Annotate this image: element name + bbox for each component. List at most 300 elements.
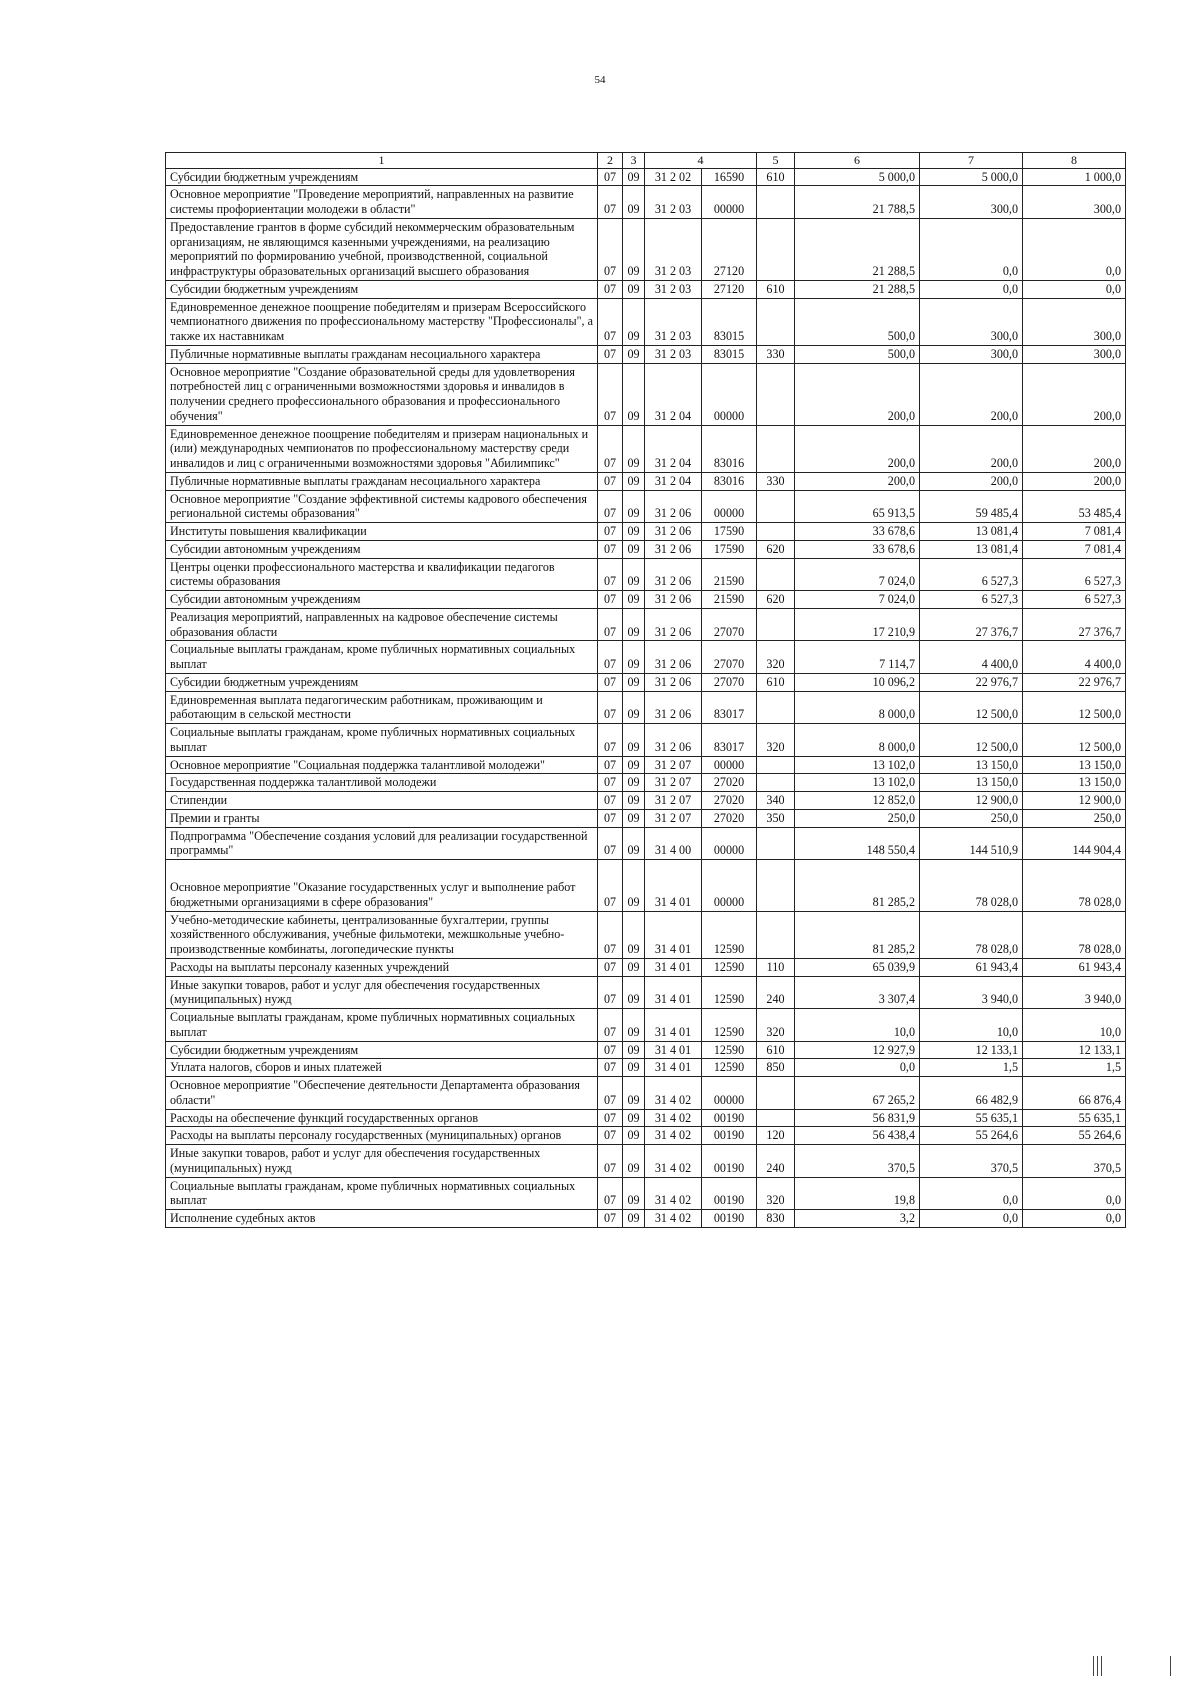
table-row — [166, 523, 1126, 541]
row-expense-type-cell: 620 — [757, 540, 795, 558]
row-expense-type-cell — [757, 756, 795, 774]
row-expense-type-cell: 610 — [757, 280, 795, 298]
row-amount-col6-cell: 500,0 — [795, 298, 920, 345]
row-name-cell: Публичные нормативные выплаты гражданам несоциального характера — [166, 345, 598, 363]
row-amount-col7-cell: 61 943,4 — [920, 958, 1023, 976]
row-section-cell: 07 — [598, 558, 623, 591]
row-amount-col8-cell: 300,0 — [1023, 186, 1126, 219]
row-expense-type-cell — [757, 363, 795, 425]
row-section-cell: 07 — [598, 1177, 623, 1210]
table-row — [166, 641, 1126, 674]
row-expense-type-cell: 610 — [757, 673, 795, 691]
row-program-suffix-cell: 21590 — [702, 558, 757, 591]
row-subsection-cell: 09 — [623, 792, 645, 810]
row-program-suffix-cell: 12590 — [702, 1041, 757, 1059]
row-amount-col6-cell: 8 000,0 — [795, 691, 920, 724]
table-row — [166, 673, 1126, 691]
table-row — [166, 540, 1126, 558]
row-program-suffix-cell: 27020 — [702, 809, 757, 827]
row-program-code-cell: 31 2 06 — [645, 540, 702, 558]
row-amount-col8-cell: 0,0 — [1023, 1210, 1126, 1228]
row-amount-col6-cell: 7 024,0 — [795, 558, 920, 591]
row-subsection-cell: 09 — [623, 345, 645, 363]
row-amount-col7-cell: 144 510,9 — [920, 827, 1023, 860]
row-section-cell: 07 — [598, 976, 623, 1009]
row-expense-type-cell: 330 — [757, 472, 795, 490]
row-section-cell: 07 — [598, 490, 623, 523]
row-section-cell: 07 — [598, 774, 623, 792]
row-program-suffix-cell: 00190 — [702, 1127, 757, 1145]
row-amount-col8-cell: 55 264,6 — [1023, 1127, 1126, 1145]
row-amount-col7-cell: 250,0 — [920, 809, 1023, 827]
row-expense-type-cell: 320 — [757, 641, 795, 674]
row-subsection-cell: 09 — [623, 673, 645, 691]
row-amount-col6-cell: 65 913,5 — [795, 490, 920, 523]
row-expense-type-cell — [757, 523, 795, 541]
row-amount-col7-cell: 22 976,7 — [920, 673, 1023, 691]
row-subsection-cell: 09 — [623, 976, 645, 1009]
row-amount-col6-cell: 21 288,5 — [795, 218, 920, 280]
row-expense-type-cell: 110 — [757, 958, 795, 976]
row-expense-type-cell: 620 — [757, 591, 795, 609]
row-expense-type-cell: 610 — [757, 168, 795, 186]
row-expense-type-cell — [757, 186, 795, 219]
row-expense-type-cell: 320 — [757, 1177, 795, 1210]
margin-mark — [1170, 1656, 1171, 1676]
row-amount-col8-cell: 27 376,7 — [1023, 608, 1126, 641]
row-program-suffix-cell: 27070 — [702, 641, 757, 674]
row-amount-col6-cell: 0,0 — [795, 1059, 920, 1077]
row-subsection-cell: 09 — [623, 186, 645, 219]
row-subsection-cell: 09 — [623, 591, 645, 609]
row-name-cell: Расходы на обеспечение функций государственных органов — [166, 1109, 598, 1127]
table-row — [166, 1177, 1126, 1210]
row-amount-col7-cell: 4 400,0 — [920, 641, 1023, 674]
row-expense-type-cell: 830 — [757, 1210, 795, 1228]
row-subsection-cell: 09 — [623, 809, 645, 827]
row-section-cell: 07 — [598, 345, 623, 363]
row-program-suffix-cell: 00000 — [702, 1077, 757, 1110]
row-amount-col6-cell: 5 000,0 — [795, 168, 920, 186]
row-amount-col8-cell: 12 133,1 — [1023, 1041, 1126, 1059]
row-amount-col6-cell: 370,5 — [795, 1145, 920, 1178]
row-expense-type-cell: 240 — [757, 976, 795, 1009]
row-expense-type-cell: 350 — [757, 809, 795, 827]
row-expense-type-cell — [757, 860, 795, 912]
row-name-cell: Иные закупки товаров, работ и услуг для обеспечения государственных (муниципальных) нужд — [166, 1145, 598, 1178]
row-program-code-cell: 31 2 02 — [645, 168, 702, 186]
row-section-cell: 07 — [598, 860, 623, 912]
row-program-code-cell: 31 2 03 — [645, 298, 702, 345]
table-row — [166, 1009, 1126, 1042]
row-section-cell: 07 — [598, 1059, 623, 1077]
row-amount-col7-cell: 0,0 — [920, 218, 1023, 280]
row-amount-col6-cell: 33 678,6 — [795, 523, 920, 541]
row-amount-col6-cell: 17 210,9 — [795, 608, 920, 641]
row-subsection-cell: 09 — [623, 860, 645, 912]
row-subsection-cell: 09 — [623, 827, 645, 860]
row-expense-type-cell: 320 — [757, 724, 795, 757]
row-program-suffix-cell: 12590 — [702, 1059, 757, 1077]
row-amount-col8-cell: 6 527,3 — [1023, 558, 1126, 591]
header-col-6: 6 — [795, 153, 920, 169]
header-col-5: 5 — [757, 153, 795, 169]
row-program-suffix-cell: 17590 — [702, 523, 757, 541]
table-row — [166, 976, 1126, 1009]
table-row — [166, 490, 1126, 523]
row-amount-col8-cell: 55 635,1 — [1023, 1109, 1126, 1127]
row-program-suffix-cell: 00000 — [702, 363, 757, 425]
row-subsection-cell: 09 — [623, 774, 645, 792]
row-amount-col8-cell: 0,0 — [1023, 1177, 1126, 1210]
row-amount-col6-cell: 67 265,2 — [795, 1077, 920, 1110]
row-amount-col8-cell: 22 976,7 — [1023, 673, 1126, 691]
row-amount-col6-cell: 10 096,2 — [795, 673, 920, 691]
row-name-cell: Центры оценки профессионального мастерства и квалификации педагогов системы образования — [166, 558, 598, 591]
row-amount-col7-cell: 78 028,0 — [920, 860, 1023, 912]
row-name-cell: Расходы на выплаты персоналу государственных (муниципальных) органов — [166, 1127, 598, 1145]
row-section-cell: 07 — [598, 756, 623, 774]
row-section-cell: 07 — [598, 540, 623, 558]
row-amount-col8-cell: 1 000,0 — [1023, 168, 1126, 186]
row-program-suffix-cell: 83016 — [702, 425, 757, 472]
row-subsection-cell: 09 — [623, 558, 645, 591]
row-name-cell: Стипендии — [166, 792, 598, 810]
row-name-cell: Социальные выплаты гражданам, кроме публичных нормативных социальных выплат — [166, 1009, 598, 1042]
table-row — [166, 345, 1126, 363]
row-amount-col8-cell: 1,5 — [1023, 1059, 1126, 1077]
row-amount-col7-cell: 200,0 — [920, 363, 1023, 425]
row-amount-col6-cell: 81 285,2 — [795, 860, 920, 912]
row-section-cell: 07 — [598, 1077, 623, 1110]
row-amount-col7-cell: 300,0 — [920, 298, 1023, 345]
row-section-cell: 07 — [598, 1145, 623, 1178]
row-amount-col8-cell: 6 527,3 — [1023, 591, 1126, 609]
row-name-cell: Субсидии автономным учреждениям — [166, 540, 598, 558]
row-program-code-cell: 31 2 03 — [645, 186, 702, 219]
row-subsection-cell: 09 — [623, 1145, 645, 1178]
row-section-cell: 07 — [598, 1127, 623, 1145]
row-program-suffix-cell: 00000 — [702, 186, 757, 219]
row-name-cell: Основное мероприятие "Создание эффективной системы кадрового обеспечения региональной системы образования" — [166, 490, 598, 523]
margin-mark — [1097, 1656, 1098, 1676]
row-name-cell: Основное мероприятие "Оказание государственных услуг и выполнение работ бюджетными организациями в сфере образования" — [166, 860, 598, 912]
row-section-cell: 07 — [598, 911, 623, 958]
table-row — [166, 1210, 1126, 1228]
row-program-code-cell: 31 2 06 — [645, 724, 702, 757]
row-program-suffix-cell: 00000 — [702, 860, 757, 912]
row-subsection-cell: 09 — [623, 1177, 645, 1210]
header-col-3: 3 — [623, 153, 645, 169]
header-col-1: 1 — [166, 153, 598, 169]
row-name-cell: Субсидии бюджетным учреждениям — [166, 1041, 598, 1059]
row-program-suffix-cell: 83015 — [702, 345, 757, 363]
row-amount-col6-cell: 12 927,9 — [795, 1041, 920, 1059]
row-amount-col6-cell: 13 102,0 — [795, 756, 920, 774]
row-expense-type-cell — [757, 608, 795, 641]
row-expense-type-cell: 120 — [757, 1127, 795, 1145]
row-subsection-cell: 09 — [623, 280, 645, 298]
table-row — [166, 1059, 1126, 1077]
budget-table — [165, 152, 1126, 1228]
table-row — [166, 691, 1126, 724]
header-col-7: 7 — [920, 153, 1023, 169]
row-name-cell: Социальные выплаты гражданам, кроме публичных нормативных социальных выплат — [166, 1177, 598, 1210]
row-program-suffix-cell: 27020 — [702, 774, 757, 792]
row-amount-col7-cell: 3 940,0 — [920, 976, 1023, 1009]
row-program-suffix-cell: 17590 — [702, 540, 757, 558]
row-amount-col7-cell: 300,0 — [920, 186, 1023, 219]
row-subsection-cell: 09 — [623, 724, 645, 757]
row-amount-col6-cell: 56 831,9 — [795, 1109, 920, 1127]
row-amount-col6-cell: 200,0 — [795, 363, 920, 425]
row-name-cell: Единовременное денежное поощрение победителям и призерам национальных и (или) международных чемпионатов по профессиональному мастерству среди инвалидов и лиц с ограниченными возможностями здоровья "Абилимпикс" — [166, 425, 598, 472]
table-row — [166, 1077, 1126, 1110]
table-row — [166, 1041, 1126, 1059]
table-row — [166, 809, 1126, 827]
row-name-cell: Единовременное денежное поощрение победителям и призерам Всероссийского чемпионатного движения по профессиональному мастерству "Профессионалы", а также их наставникам — [166, 298, 598, 345]
row-program-code-cell: 31 2 06 — [645, 558, 702, 591]
row-expense-type-cell — [757, 911, 795, 958]
row-name-cell: Субсидии бюджетным учреждениям — [166, 168, 598, 186]
row-amount-col7-cell: 66 482,9 — [920, 1077, 1023, 1110]
row-program-suffix-cell: 00190 — [702, 1177, 757, 1210]
row-name-cell: Государственная поддержка талантливой молодежи — [166, 774, 598, 792]
row-amount-col7-cell: 13 150,0 — [920, 756, 1023, 774]
table-row — [166, 958, 1126, 976]
row-amount-col7-cell: 6 527,3 — [920, 558, 1023, 591]
row-program-code-cell: 31 2 06 — [645, 673, 702, 691]
table-header-row — [166, 153, 1126, 169]
row-amount-col6-cell: 500,0 — [795, 345, 920, 363]
table-row — [166, 1109, 1126, 1127]
row-expense-type-cell: 320 — [757, 1009, 795, 1042]
header-col-4: 4 — [645, 153, 757, 169]
table-row — [166, 425, 1126, 472]
row-program-code-cell: 31 2 03 — [645, 345, 702, 363]
row-amount-col8-cell: 78 028,0 — [1023, 911, 1126, 958]
table-row — [166, 827, 1126, 860]
row-section-cell: 07 — [598, 691, 623, 724]
row-amount-col6-cell: 12 852,0 — [795, 792, 920, 810]
row-subsection-cell: 09 — [623, 691, 645, 724]
row-program-code-cell: 31 4 01 — [645, 860, 702, 912]
row-program-suffix-cell: 00190 — [702, 1210, 757, 1228]
row-subsection-cell: 09 — [623, 1127, 645, 1145]
row-section-cell: 07 — [598, 827, 623, 860]
row-amount-col7-cell: 55 264,6 — [920, 1127, 1023, 1145]
table-row — [166, 792, 1126, 810]
row-section-cell: 07 — [598, 472, 623, 490]
row-name-cell: Единовременная выплата педагогическим работникам, проживающим и работающим в сельской местности — [166, 691, 598, 724]
row-expense-type-cell — [757, 218, 795, 280]
row-amount-col8-cell: 3 940,0 — [1023, 976, 1126, 1009]
row-program-suffix-cell: 12590 — [702, 911, 757, 958]
row-amount-col7-cell: 200,0 — [920, 472, 1023, 490]
row-amount-col6-cell: 250,0 — [795, 809, 920, 827]
row-amount-col8-cell: 7 081,4 — [1023, 540, 1126, 558]
row-section-cell: 07 — [598, 608, 623, 641]
row-program-suffix-cell: 27070 — [702, 673, 757, 691]
row-program-code-cell: 31 2 04 — [645, 472, 702, 490]
row-program-code-cell: 31 2 06 — [645, 691, 702, 724]
row-subsection-cell: 09 — [623, 1059, 645, 1077]
row-amount-col8-cell: 61 943,4 — [1023, 958, 1126, 976]
row-program-suffix-cell: 83016 — [702, 472, 757, 490]
row-name-cell: Основное мероприятие "Создание образовательной среды для удовлетворения потребностей лиц с ограниченными возможностями здоровья и инвалидов в получении среднего профессионального образования и профессионального обучения" — [166, 363, 598, 425]
table-row — [166, 168, 1126, 186]
row-program-code-cell: 31 2 06 — [645, 523, 702, 541]
row-program-code-cell: 31 2 06 — [645, 490, 702, 523]
row-expense-type-cell — [757, 1077, 795, 1110]
row-program-suffix-cell: 27070 — [702, 608, 757, 641]
row-amount-col6-cell: 148 550,4 — [795, 827, 920, 860]
row-amount-col8-cell: 13 150,0 — [1023, 774, 1126, 792]
row-program-code-cell: 31 4 01 — [645, 911, 702, 958]
row-name-cell: Реализация мероприятий, направленных на кадровое обеспечение системы образования области — [166, 608, 598, 641]
table-row — [166, 558, 1126, 591]
row-name-cell: Основное мероприятие "Обеспечение деятельности Департамента образования области" — [166, 1077, 598, 1110]
row-name-cell: Уплата налогов, сборов и иных платежей — [166, 1059, 598, 1077]
row-program-suffix-cell: 27120 — [702, 280, 757, 298]
row-amount-col6-cell: 200,0 — [795, 425, 920, 472]
row-amount-col7-cell: 59 485,4 — [920, 490, 1023, 523]
table-row — [166, 1145, 1126, 1178]
row-subsection-cell: 09 — [623, 523, 645, 541]
row-program-suffix-cell: 83017 — [702, 724, 757, 757]
row-amount-col8-cell: 300,0 — [1023, 345, 1126, 363]
row-program-suffix-cell: 27120 — [702, 218, 757, 280]
row-amount-col7-cell: 1,5 — [920, 1059, 1023, 1077]
row-amount-col6-cell: 56 438,4 — [795, 1127, 920, 1145]
row-amount-col8-cell: 10,0 — [1023, 1009, 1126, 1042]
row-amount-col6-cell: 3,2 — [795, 1210, 920, 1228]
row-name-cell: Учебно-методические кабинеты, централизованные бухгалтерии, группы хозяйственного обслуживания, учебные фильмотеки, межшкольные учебно-производственные комбинаты, логопедические пункты — [166, 911, 598, 958]
row-subsection-cell: 09 — [623, 1009, 645, 1042]
row-subsection-cell: 09 — [623, 1041, 645, 1059]
row-program-suffix-cell: 00000 — [702, 490, 757, 523]
row-expense-type-cell: 330 — [757, 345, 795, 363]
row-expense-type-cell — [757, 298, 795, 345]
header-col-2: 2 — [598, 153, 623, 169]
row-amount-col8-cell: 4 400,0 — [1023, 641, 1126, 674]
row-amount-col7-cell: 0,0 — [920, 1177, 1023, 1210]
row-amount-col8-cell: 66 876,4 — [1023, 1077, 1126, 1110]
row-program-suffix-cell: 12590 — [702, 958, 757, 976]
row-amount-col7-cell: 13 081,4 — [920, 523, 1023, 541]
row-subsection-cell: 09 — [623, 1210, 645, 1228]
row-amount-col8-cell: 53 485,4 — [1023, 490, 1126, 523]
margin-mark — [1101, 1656, 1102, 1676]
row-name-cell: Основное мероприятие "Социальная поддержка талантливой молодежи" — [166, 756, 598, 774]
row-name-cell: Иные закупки товаров, работ и услуг для обеспечения государственных (муниципальных) нужд — [166, 976, 598, 1009]
table-row — [166, 724, 1126, 757]
row-expense-type-cell: 610 — [757, 1041, 795, 1059]
row-amount-col8-cell: 200,0 — [1023, 425, 1126, 472]
row-name-cell: Исполнение судебных актов — [166, 1210, 598, 1228]
row-amount-col6-cell: 19,8 — [795, 1177, 920, 1210]
row-program-code-cell: 31 2 07 — [645, 792, 702, 810]
row-section-cell: 07 — [598, 641, 623, 674]
row-name-cell: Основное мероприятие "Проведение мероприятий, направленных на развитие системы профориентации молодежи в области" — [166, 186, 598, 219]
row-program-suffix-cell: 83015 — [702, 298, 757, 345]
row-amount-col8-cell: 0,0 — [1023, 218, 1126, 280]
row-amount-col8-cell: 370,5 — [1023, 1145, 1126, 1178]
row-expense-type-cell: 850 — [757, 1059, 795, 1077]
row-amount-col7-cell: 10,0 — [920, 1009, 1023, 1042]
table-body — [166, 168, 1126, 1227]
row-program-code-cell: 31 2 04 — [645, 425, 702, 472]
row-section-cell: 07 — [598, 673, 623, 691]
row-program-suffix-cell: 00000 — [702, 827, 757, 860]
row-section-cell: 07 — [598, 1041, 623, 1059]
row-section-cell: 07 — [598, 591, 623, 609]
page-number: 54 — [594, 74, 606, 86]
row-amount-col7-cell: 13 150,0 — [920, 774, 1023, 792]
row-amount-col8-cell: 12 900,0 — [1023, 792, 1126, 810]
row-section-cell: 07 — [598, 168, 623, 186]
table-row — [166, 860, 1126, 912]
row-subsection-cell: 09 — [623, 168, 645, 186]
row-amount-col6-cell: 65 039,9 — [795, 958, 920, 976]
row-subsection-cell: 09 — [623, 218, 645, 280]
table-row — [166, 472, 1126, 490]
row-section-cell: 07 — [598, 724, 623, 757]
row-section-cell: 07 — [598, 280, 623, 298]
row-amount-col7-cell: 370,5 — [920, 1145, 1023, 1178]
row-amount-col7-cell: 300,0 — [920, 345, 1023, 363]
row-program-code-cell: 31 4 00 — [645, 827, 702, 860]
header-col-8: 8 — [1023, 153, 1126, 169]
row-subsection-cell: 09 — [623, 298, 645, 345]
row-program-code-cell: 31 4 01 — [645, 1041, 702, 1059]
row-name-cell: Социальные выплаты гражданам, кроме публичных нормативных социальных выплат — [166, 724, 598, 757]
row-amount-col8-cell: 0,0 — [1023, 280, 1126, 298]
table-row — [166, 298, 1126, 345]
row-section-cell: 07 — [598, 298, 623, 345]
row-program-code-cell: 31 2 04 — [645, 363, 702, 425]
row-amount-col8-cell: 12 500,0 — [1023, 691, 1126, 724]
row-program-code-cell: 31 4 02 — [645, 1109, 702, 1127]
row-program-code-cell: 31 2 03 — [645, 280, 702, 298]
row-amount-col6-cell: 8 000,0 — [795, 724, 920, 757]
row-amount-col6-cell: 33 678,6 — [795, 540, 920, 558]
row-name-cell: Подпрограмма "Обеспечение создания условий для реализации государственной программы" — [166, 827, 598, 860]
row-section-cell: 07 — [598, 523, 623, 541]
row-program-code-cell: 31 2 07 — [645, 756, 702, 774]
row-name-cell: Расходы на выплаты персоналу казенных учреждений — [166, 958, 598, 976]
row-subsection-cell: 09 — [623, 490, 645, 523]
row-amount-col7-cell: 12 500,0 — [920, 691, 1023, 724]
margin-mark — [1093, 1656, 1094, 1676]
row-amount-col7-cell: 12 900,0 — [920, 792, 1023, 810]
row-amount-col8-cell: 7 081,4 — [1023, 523, 1126, 541]
row-expense-type-cell — [757, 691, 795, 724]
row-expense-type-cell — [757, 425, 795, 472]
row-expense-type-cell — [757, 774, 795, 792]
row-amount-col8-cell: 200,0 — [1023, 363, 1126, 425]
row-amount-col8-cell: 78 028,0 — [1023, 860, 1126, 912]
row-section-cell: 07 — [598, 1109, 623, 1127]
row-program-code-cell: 31 4 02 — [645, 1077, 702, 1110]
row-amount-col8-cell: 12 500,0 — [1023, 724, 1126, 757]
row-amount-col7-cell: 0,0 — [920, 280, 1023, 298]
row-amount-col6-cell: 3 307,4 — [795, 976, 920, 1009]
row-program-suffix-cell: 12590 — [702, 1009, 757, 1042]
row-expense-type-cell: 340 — [757, 792, 795, 810]
row-name-cell: Субсидии бюджетным учреждениям — [166, 673, 598, 691]
row-expense-type-cell: 240 — [757, 1145, 795, 1178]
